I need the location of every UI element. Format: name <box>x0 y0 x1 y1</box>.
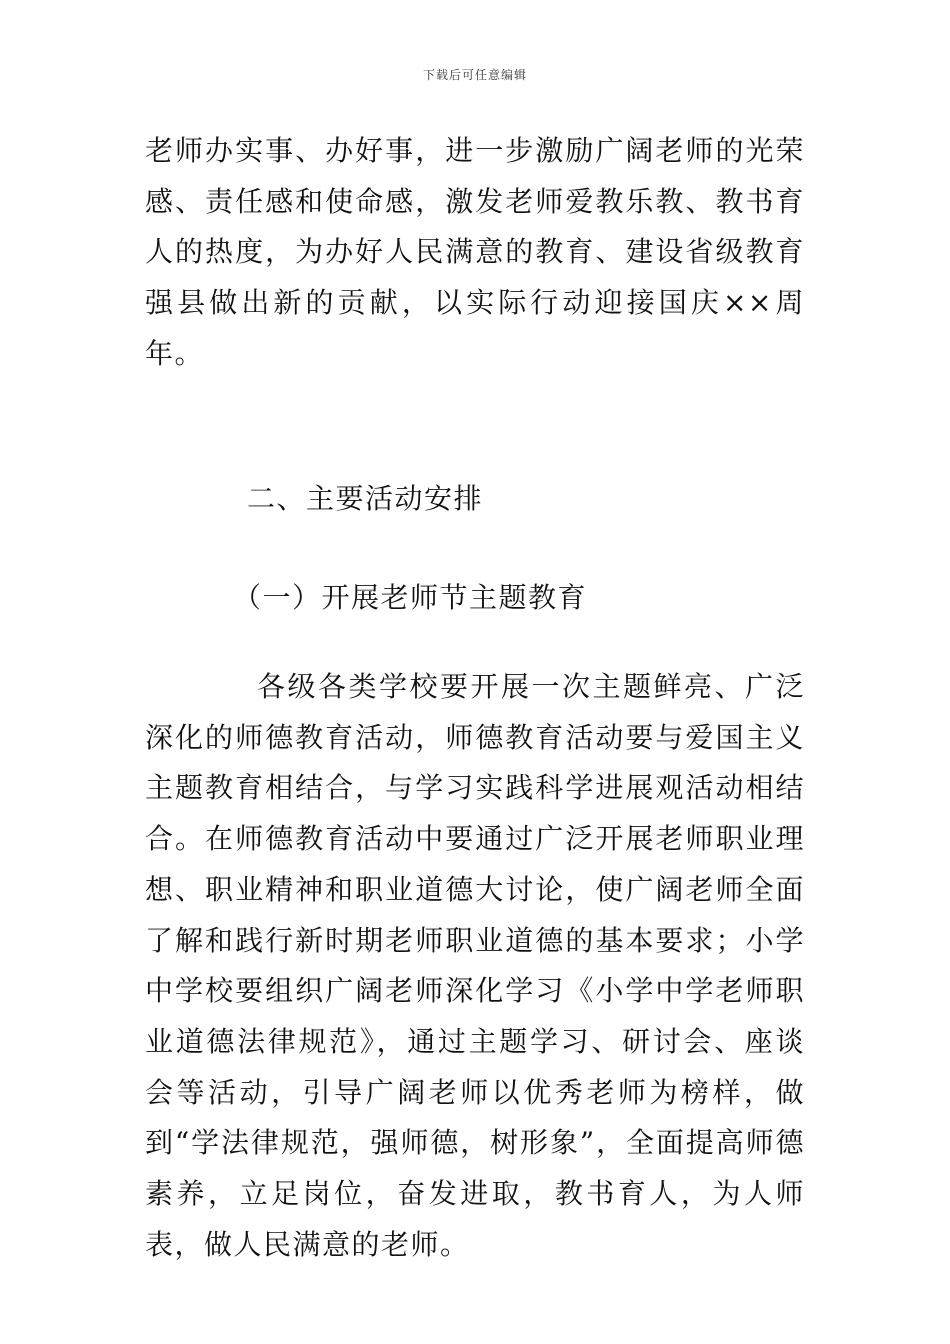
header-note: 下载后可任意编辑 <box>422 68 527 82</box>
section-heading: 二、主要活动安排 <box>247 482 484 515</box>
intro-paragraph: 老师办实事、办好事，进一步激励广阔老师的光荣感、责任感和使命感，激发老师爱教乐教、教书育人的热度，为办好人民满意的教育、建设省级教育强县做出新的贡献，以实际行动迎接国庆××周年。 <box>145 134 805 370</box>
body-paragraph: 各级各类学校要开展一次主题鲜亮、广泛深化的师德教育活动，师德教育活动要与爱国主义主题教育相结合，与学习实践科学进展观活动相结合。在师德教育活动中要通过广泛开展老师职业理想、职业精神和职业道德大讨论，使广阔老师全面了解和践行新时期老师职业道德的基本要求；小学中学校要组织广阔老师深化学习《小学中学老师职业道德法律规范》，通过主题学习、研讨会、座谈会等活动，引导广阔老师以优秀老师为榜样，做到“学法律规范，强师德，树形象”，全面提高师德素养，立足岗位，奋发进取，教书育人，为人师表，做人民满意的老师。 <box>145 670 805 1261</box>
subsection-heading: （一）开展老师节主题教育 <box>233 581 588 614</box>
